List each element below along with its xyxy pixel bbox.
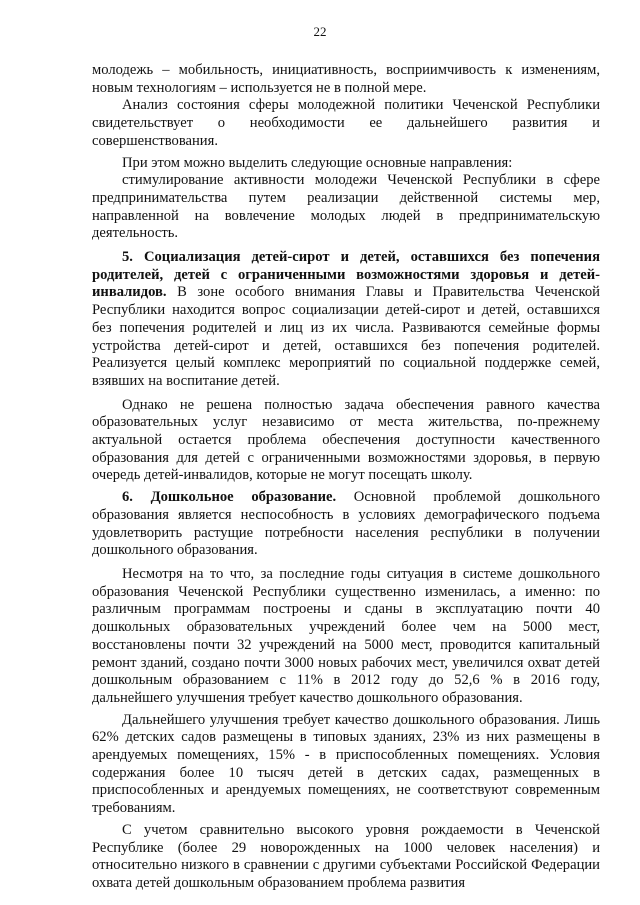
- section-6-paragraph: [92, 489, 600, 560]
- page-number: 22: [313, 24, 327, 39]
- paragraph-youth-mobility: молодежь – мобильность, инициативность, восприимчивость к изменениям, новым технологиям – используется не в полной мере.: [92, 62, 600, 96]
- paragraph-main-directions: При этом можно выделить следующие основные направления:: [122, 154, 513, 171]
- paragraph-education-quality: Однако не решена полностью задача обеспечения равного качества образовательных услуг независимо от места жительства, по-прежнему актуальной остается проблема обеспечения доступности качественного образования для детей с ограниченными возможностями здоровья, в первую очередь детей-инвалидов, которые не могут посещать школу.: [92, 396, 600, 484]
- paragraph-entrepreneurship: стимулирование активности молодежи Чеченской Республики в сфере предпринимательства путем реализации действенной системы мер, направленной на вовлечение молодых людей в предпринимательскую деятельность.: [92, 172, 600, 242]
- paragraph-birth-rate: С учетом сравнительно высокого уровня рождаемости в Чеченской Республике (более 29 новорожденных на 1000 человек населения) и относительно низкого в сравнении с другими субъектами Российской Федерации охвата детей дошкольным образованием проблема развития: [92, 821, 600, 891]
- section-5-text: В зоне особого внимания Главы и Правительства Чеченской Республики находится вопрос социализации детей-сирот и детей, оставшихся без попечения родителей и лиц из их числа. Развиваются семейные формы устройства детей-сирот и детей, оставшихся без попечения родителей. Реализуется целый комплекс мероприятий по социальной поддержке семей, взявших на воспитание детей.: [92, 284, 600, 389]
- document-body: [92, 62, 600, 893]
- section-5-paragraph: [92, 249, 600, 391]
- section-5-heading: 5. Социализация детей-сирот и детей, оставшихся без попечения родителей, детей с ограниченными возможностями здоровья и детей-инвалидов.: [92, 249, 600, 301]
- paragraph-preschool-quality: Дальнейшего улучшения требует качество дошкольного образования. Лишь 62% детских садов размещены в типовых зданиях, 23% из них размещены в арендуемых помещениях, 15% - в приспособленных помещениях. Условия содержания более 10 тысяч детей в детских садах, размещенных в приспособленных и арендуемых помещениях, не соответствуют современным требованиям.: [92, 711, 600, 817]
- paragraph-youth-policy-analysis: Анализ состояния сферы молодежной политики Чеченской Республики свидетельствует о необходимости ее дальнейшего развития и совершенствования.: [92, 97, 600, 149]
- section-6-text: Основной проблемой дошкольного образования является неспособность в условиях демографического подъема удовлетворить растущие потребности населения республики в получении дошкольного образования.: [92, 489, 600, 559]
- section-6-heading: 6. Дошкольное образование.: [122, 489, 337, 506]
- paragraph-preschool-progress: Несмотря на то что, за последние годы ситуация в системе дошкольного образования Чеченской Республики существенно изменилась, а именно: по различным программам построены и сданы в эксплуатацию почти 40 дошкольных образовательных учреждений более чем на 5000 мест, восстановлены почти 32 учреждений на 5000 мест, проводится капитальный ремонт зданий, создано почти 3000 новых рабочих мест, увеличился охват детей дошкольным образованием с 11% в 2012 году до 52,6 % в 2016 году, дальнейшего улучшения требует качество дошкольного образования.: [92, 565, 600, 706]
